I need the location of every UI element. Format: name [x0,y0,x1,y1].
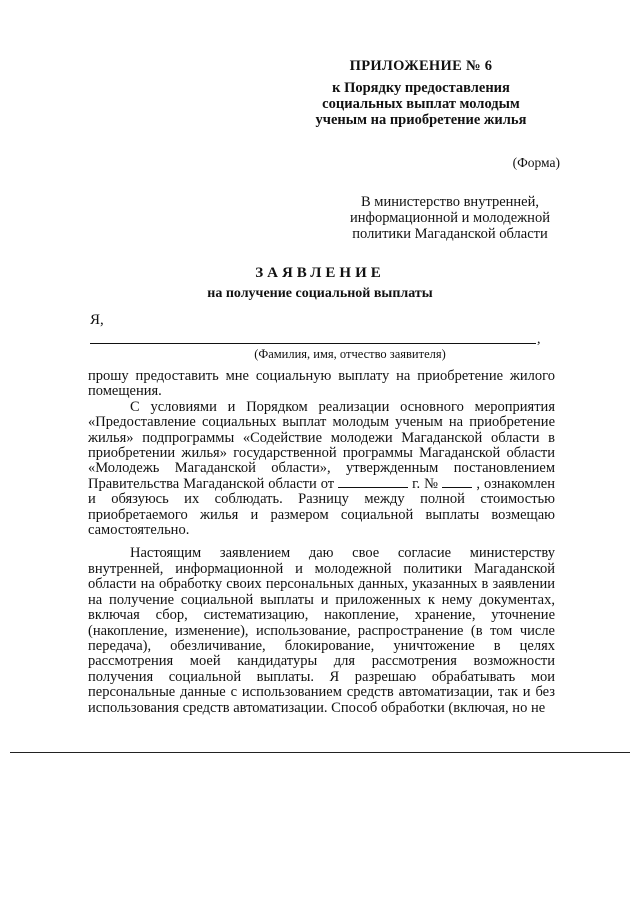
resolution-year-number: г. № [412,475,439,492]
paragraph-request: прошу предоставить мне социальную выплату на приобретение жилого помещения. [88,368,555,400]
addressee-line: В министерство внутренней, [360,194,539,210]
appendix-title: ПРИЛОЖЕНИЕ № 6 [349,58,493,74]
appendix-line: ученым на приобретение жилья [315,112,527,128]
addressee-block [330,194,570,242]
conditions-comma: , [476,475,480,492]
appendix-line: к Порядку предоставления [332,80,510,96]
document-subtitle: на получение социальной выплаты [207,286,433,301]
paragraph-conditions [88,400,555,539]
addressee-line: политики Магаданской области [352,226,548,242]
applicant-name-field[interactable] [90,343,536,344]
resolution-number-field[interactable] [442,477,472,488]
appendix-line: социальных выплат молодым [322,96,520,112]
page-bottom-divider [10,752,630,753]
conditions-text: С условиями и Порядком реализации основного мероприятия «Предоставление социальных выплат молодым ученым на приобретение жилья» подпрограммы «Содействие молодежи Магаданской области в приобретении жилья» государственной программы Магаданской области «Молодежь Магаданской области», утвержденным постановлением Правительства Магаданской области от [88,398,555,492]
statement-body [88,369,555,716]
applicant-comma: , [537,332,541,347]
paragraph-consent: Настоящим заявлением даю свое согласие министерству внутренней, информационной и молодежной политики Магаданской области на обработку своих персональных данных, указанных в заявлении на получение социальной выплаты и приложенных к нему документах, включая сбор, систематизацию, накопление, хранение, уточнение (накопление, изменение), использование, распространение (в том числе передача), обезличивание, блокирование, уничтожение в целях рассмотрения моей кандидатуры для рассмотрения возможности получения социальной выплаты. Я разрешаю обрабатывать мои персональные данные с использованием средств автоматизации, так и без использования средств автоматизации. Способ обработки (включая, но не [88,545,555,716]
form-label: (Форма) [512,155,560,170]
appendix-header [286,58,556,128]
addressee-line: информационной и молодежной [350,210,550,226]
conditions-text-continued: ознакомлен и обязуюсь их соблюдать. Разницу между полной стоимостью приобретаемого жилья и размером социальной выплаты возмещаю самостоятельно. [88,475,556,539]
applicant-name-caption: (Фамилия, имя, отчество заявителя) [254,347,446,361]
applicant-prefix: Я, [90,312,104,328]
resolution-date-field[interactable] [338,477,408,488]
document-title: ЗАЯВЛЕНИЕ [255,265,385,281]
